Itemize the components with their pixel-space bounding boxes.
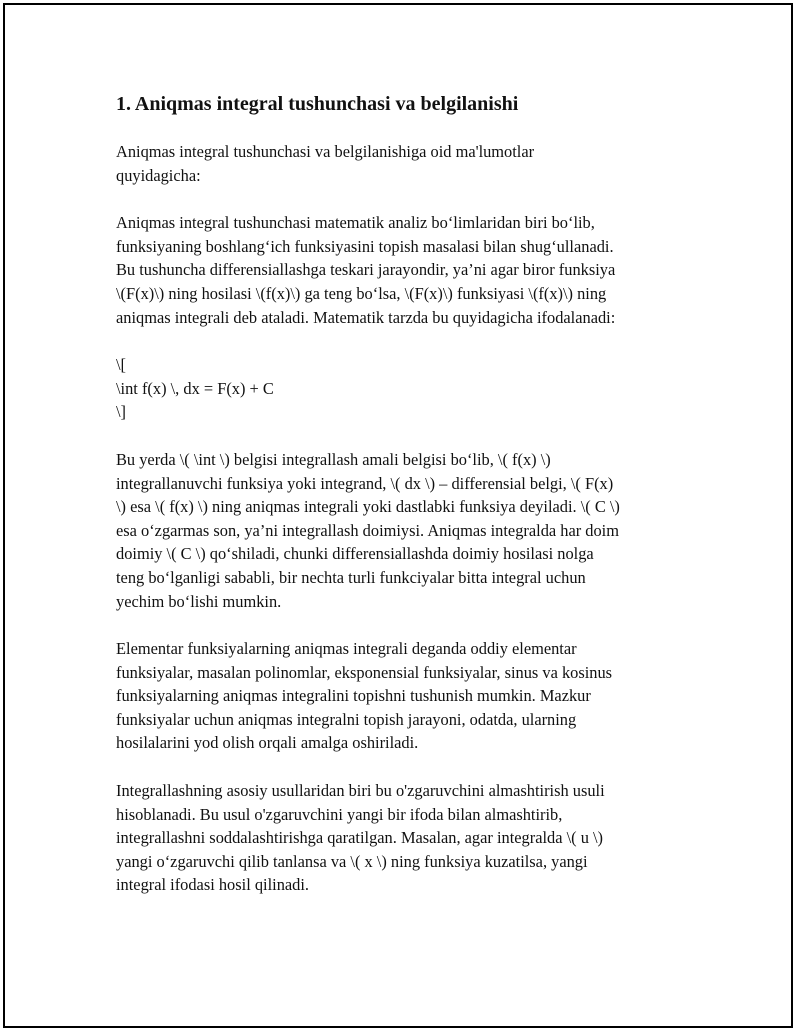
notation-paragraph: Bu yerda \( \int \) belgisi integrallash amali belgisi bo‘lib, \( f(x) \) integrallanuvchi funksiya yoki integrand, \( dx \) – differensial belgi, \( F(x) \) esa \( f(x) \) ning aniqmas integrali yoki dastlabki funksiya deyiladi. \( C \) esa o‘zgarmas son, ya’ni integrallash doimiysi. Aniqmas integralda har doim doimiy \( C \) qo‘shiladi, chunki differensiallashda doimiy hosilasi nolga teng bo‘lganligi sababli, bir nechta turli funkciyalar bitta integral uchun yechim bo‘lishi mumkin. <box>116 449 620 611</box>
elementary-functions-paragraph: Elementar funksiyalarning aniqmas integrali deganda oddiy elementar funksiyalar, masalan polinomlar, eksponensial funksiyalar, sinus va kosinus funksiyalarning aniqmas integralini topishni tushunish mumkin. Mazkur funksiyalar uchun aniqmas integralni topish jarayoni, odatda, ularning hosilalarini yod olish orqali amalga oshiriladi. <box>116 639 613 753</box>
integral-formula: \[ \int f(x) \, dx = F(x) + C \] <box>116 355 274 422</box>
section-heading: 1. Aniqmas integral tushunchasi va belgilanishi <box>116 93 519 115</box>
intro-paragraph: Aniqmas integral tushunchasi va belgilanishiga oid ma'lumotlar quyidagicha: <box>116 142 535 185</box>
definition-paragraph: Aniqmas integral tushunchasi matematik analiz bo‘limlaridan biri bo‘lib, funksiyaning boshlang‘ich funksiyasini topish masalasi bilan shug‘ullanadi. Bu tushuncha differensiallashga teskari jarayondir, ya’ni agar biror funksiya \(F(x)\) ning hosilasi \(f(x)\) ga teng bo‘lsa, \(F(x)\) funksiyasi \(f(x)\) ning aniqmas integrali deb ataladi. Matematik tarzda bu quyidagicha ifodalanadi: <box>116 213 616 327</box>
substitution-paragraph: Integrallashning asosiy usullaridan biri bu o'zgaruvchini almashtirish usuli hisoblanadi. Bu usul o'zgaruvchini yangi bir ifoda bilan almashtirib, integrallashni soddalashtirishga qaratilgan. Masalan, agar integralda \( u \) yangi o‘zgaruvchi qilib tanlansa va \( x \) ning funksiya kuzatilsa, yangi integral ifodasi hosil qilinadi. <box>116 781 605 895</box>
document-body <box>116 88 696 921</box>
